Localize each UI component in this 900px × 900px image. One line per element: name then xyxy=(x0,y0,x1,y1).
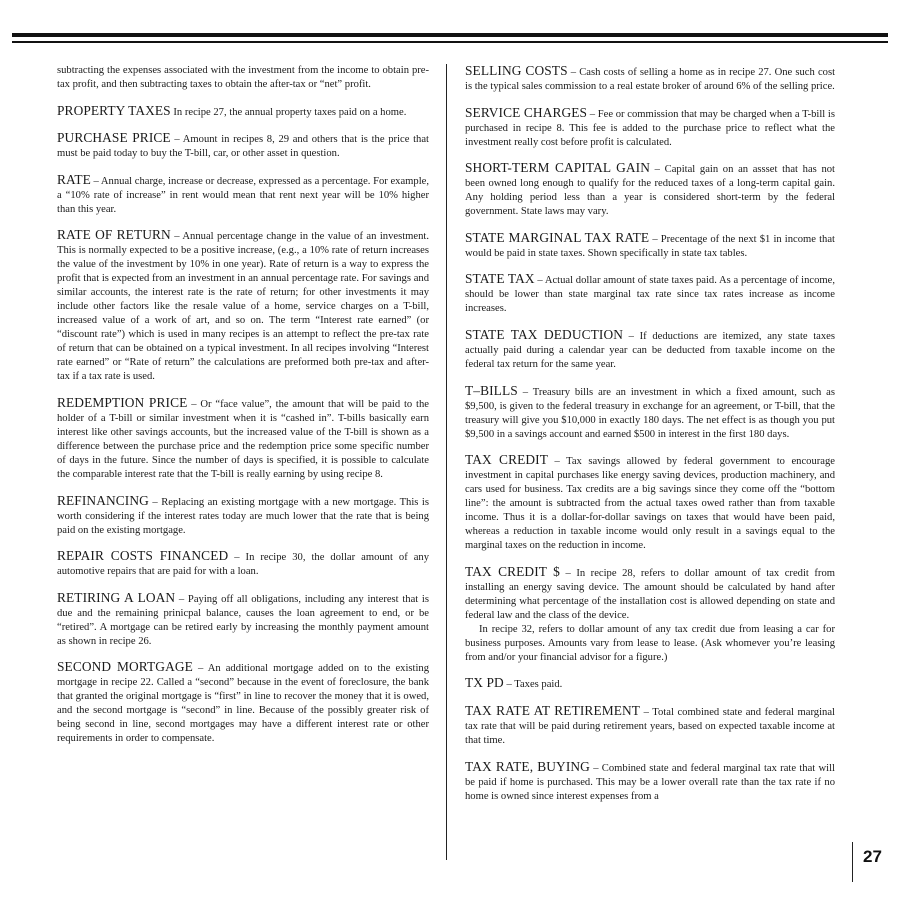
entry-text: – Treasury bills are an investment in which a fixed amount, such as $9,500, is given to the federal treasury in exchange for an agreement, or T-bill, that the treasury will give you $10,000 in exactly 180 days. The net effect is as though you put $9,500 in a savings account and earned $500 in interest in the first 180 days. xyxy=(465,386,835,440)
glossary-entry-repair-costs-financed xyxy=(57,549,429,579)
entry-text: – Fee or commission that may be charged when a T-bill is purchased in recipe 8. This fee is added to the purchase price to reflect what the investment really cost before profit is calculated. xyxy=(465,108,835,148)
entry-text: – Precentage of the next $1 in income that would be paid in state taxes. Shown specifically in state tax tables. xyxy=(465,233,835,259)
entry-term: STATE MARGINAL TAX RATE xyxy=(465,229,650,245)
column-divider xyxy=(446,64,447,860)
entry-text: – Cash costs of selling a home as in recipe 27. One such cost is the typical sales commission to a real estate broker of around 6% of the selling price. xyxy=(465,67,836,92)
header-rule-thin xyxy=(12,41,888,43)
entry-term: SELLING COSTS xyxy=(465,63,568,78)
glossary-entry-tax-rate-at-retirement xyxy=(465,704,835,748)
entry-term: SECOND MORTGAGE xyxy=(57,659,193,675)
entry-text: – Combined state and federal marginal tax rate that will be paid if home is purchased. This may be a lower overall rate than the tax rate if no home is owned since interest expenses from a xyxy=(465,762,835,802)
entry-text: – Total combined state and federal marginal tax rate that will be paid during retirement years, based on expected taxable income at that time. xyxy=(465,706,835,746)
header-rule-thick xyxy=(12,33,888,37)
page-number-rule xyxy=(852,842,853,882)
glossary-entry-redemption-price xyxy=(57,396,429,482)
glossary-entry-second-mortgage xyxy=(57,660,429,746)
entry-term: SERVICE CHARGES xyxy=(465,104,588,120)
entry-text: – An additional mortgage added on to the existing mortgage in recipe 22. Called a “second” because in the event of foreclosure, the bank that granted the original mortgage is “first” in line to recover the money that it is owed, and the second mortgage is “second” in line. Because of the possibly greater risk of being second in line, second mortgages may have a different interest rate or other requirements in order to compensate. xyxy=(57,663,430,745)
entry-text: – Actual dollar amount of state taxes paid. As a percentage of income, should be lower than state marginal tax rate since tax rates increase as income increases. xyxy=(465,275,835,315)
entry-text: subtracting the expenses associated with the investment from the income to obtain pre-tax profit, and then subtracting taxes to obtain the after-tax or “net” profit. xyxy=(57,65,429,90)
entry-term: REFINANCING xyxy=(57,492,149,508)
page-number: 27 xyxy=(863,847,882,866)
glossary-entry-rate-of-return xyxy=(57,228,429,384)
entry-term: REDEMPTION PRICE xyxy=(57,394,188,410)
entry-term: RATE xyxy=(57,171,91,187)
glossary-entry-tx-pd xyxy=(465,676,835,692)
entry-text: – Tax savings allowed by federal government to encourage investment in capital purchases like energy saving devices, production machinery, and cars used for business. Tax credits are a big savings since they come off the “bottom line”: the amount is subtracted from the actual taxes owed rather than from taxable income. Thus it is a dollar-for-dollar savings on taxes that would have been paid, whereas a reduction in taxable income would only result in a savings equal to the marginal taxes on the reduction in income. xyxy=(465,456,835,552)
glossary-entry-selling-costs xyxy=(465,64,835,94)
entry-text: – Annual percentage change in the value of an investment. This is normally expected to be a positive increase, (e.g., a 10% rate of return increases the value of the investment by 10% in one year). Rate of return is a way to express the profit that is expected from an investment in an annual percentage rate. For savings and similar accounts, the interest rate is the rate of return; for other investments it may include other factors like the resale value of a home, service charges on a T-bill, increased value of a work of art, and so on. The term “Interest rate earned” (or “discount rate”) which is used in many recipes is an attempt to reflect the pre-tax rate of return that can be obtained on a typical investment. In all recipes involving “Interest rate earned” or “Rate of return” the calculations are preformed both pre-tax and after-tax if a tax rate is used. xyxy=(57,231,429,383)
entry-term: PROPERTY TAXES xyxy=(57,102,171,118)
entry-text: – Paying off all obligations, including any interest that is due and the remaining prinicpal balance, causes the loan agreement to end, or be “retired”. A mortgage can be retired early by increasing the monthly payment amount as shown in recipe 26. xyxy=(57,593,430,647)
entry-term: RATE OF RETURN xyxy=(57,227,171,243)
entry-text: – Replacing an existing mortgage with a new mortgage. This is worth considering if the interest rates today are much lower that the rate that is being paid on the existing mortgage. xyxy=(57,496,429,536)
right-column xyxy=(465,64,835,815)
entry-text: – Amount in recipes 8, 29 and others that is the price that must be paid today to buy the T-bill, car, or other asset in question. xyxy=(57,134,429,160)
glossary-entry-rate xyxy=(57,173,429,217)
glossary-entry-short-term-capital-gain xyxy=(465,161,835,219)
glossary-entry-refinancing xyxy=(57,494,429,538)
entry-term: TAX CREDIT $ xyxy=(465,563,560,579)
left-column xyxy=(57,64,429,758)
glossary-entry-tax-credit-dollars-para2 xyxy=(465,623,835,665)
entry-term: PURCHASE PRICE xyxy=(57,130,171,146)
entry-term: REPAIR COSTS FINANCED xyxy=(57,548,229,564)
glossary-entry-tax-credit-dollars xyxy=(465,565,835,623)
glossary-entry-state-tax-deduction xyxy=(465,328,835,372)
entry-text: – In recipe 30, the dollar amount of any automotive repairs that are paid for with a loan. xyxy=(57,552,430,578)
entry-term: RETIRING A LOAN xyxy=(57,589,176,605)
glossary-entry-service-charges xyxy=(465,106,835,150)
glossary-entry-property-taxes xyxy=(57,104,429,120)
entry-term: TAX RATE AT RETIREMENT xyxy=(465,702,641,718)
glossary-entry-continuation xyxy=(57,64,429,92)
entry-text: In recipe 27, the annual property taxes paid on a home. xyxy=(170,106,407,118)
entry-text: – In recipe 28, refers to dollar amount of tax credit from installing an energy saving device. The amount should be calculated by hand after determining what percentage of the installation cost is allowed depending on state and federal law and the class of the device. xyxy=(465,567,835,621)
entry-term: STATE TAX xyxy=(465,271,535,287)
glossary-entry-t-bills xyxy=(465,384,835,442)
entry-text: – Capital gain on an assset that has not been owned long enough to qualify for the reduced taxes of a long-term capital gain. Any holding period less than a year is considered short-term by the federal government. State laws may vary. xyxy=(465,164,835,218)
entry-text: In recipe 32, refers to dollar amount of any tax credit due from leasing a car for business purposes. Amounts vary from lease to lease. (Ask whomever you’re leasing from and/or your financial advisor for a figure.) xyxy=(465,623,835,663)
entry-term: STATE TAX DEDUCTION xyxy=(465,326,624,342)
entry-term: TAX RATE, BUYING xyxy=(465,758,590,774)
entry-term: SHORT-TERM CAPITAL GAIN xyxy=(465,160,650,176)
entry-term: T–BILLS xyxy=(465,382,518,398)
glossary-entry-tax-rate-buying xyxy=(465,760,835,804)
glossary-entry-purchase-price xyxy=(57,131,429,161)
entry-term: TAX CREDIT xyxy=(465,452,548,468)
glossary-entry-retiring-a-loan xyxy=(57,591,429,649)
glossary-entry-state-tax xyxy=(465,272,835,316)
glossary-entry-tax-credit xyxy=(465,453,835,553)
glossary-entry-state-marginal-tax-rate xyxy=(465,231,835,261)
entry-text: – If deductions are itemized, any state taxes actually paid during a calendar year can be deducted from taxable income on the federal tax return for the same year. xyxy=(465,330,836,370)
entry-text: – Taxes paid. xyxy=(503,679,563,691)
entry-term: TX PD xyxy=(465,675,504,691)
entry-text: – Annual charge, increase or decrease, expressed as a percentage. For example, a “10% rate of increase” in rent would mean that rent next year will be 10% higher than this year. xyxy=(57,175,429,215)
entry-text: – Or “face value”, the amount that will be paid to the holder of a T-bill or similar investment when it is “cashed in”. T-bills basically earn interest like other savings accounts, but the increased value of the T-bill is shown as a difference between the purchase price and the redemption price some specific number of days in the future. Since the number of days is specified, it is possible to calculate the comparable interest rate that the T-bill is really earning by using recipe 8. xyxy=(57,398,429,480)
